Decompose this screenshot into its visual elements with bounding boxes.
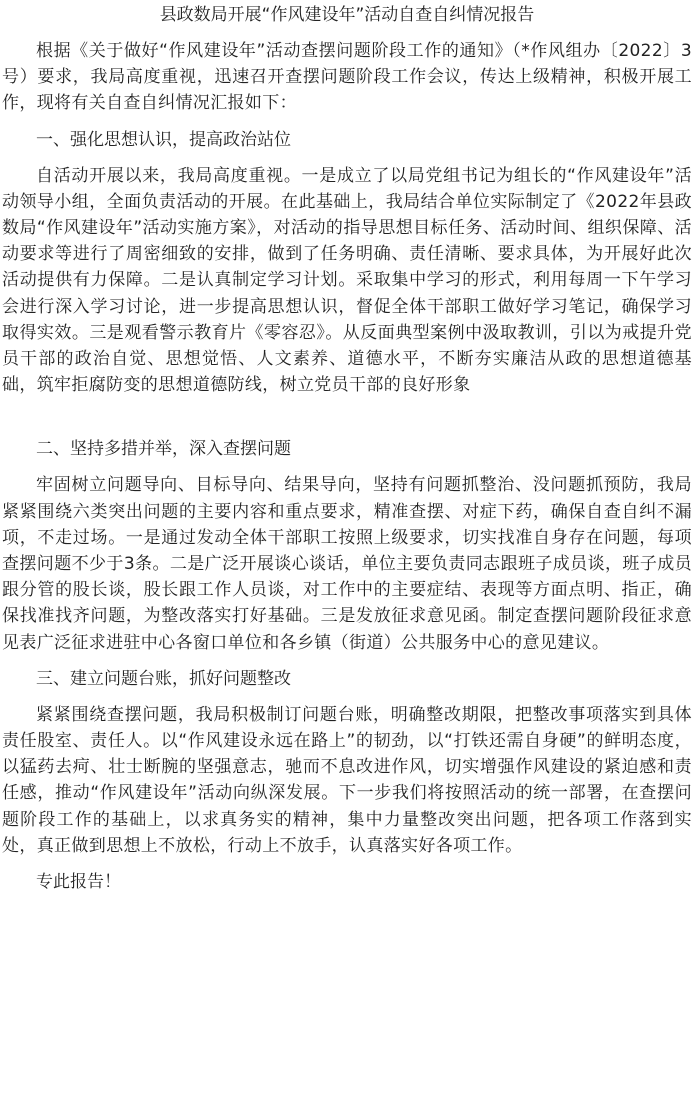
section-2-body: 牢固树立问题导向、目标导向、结果导向，坚持有问题抓整治、没问题抓预防，我局紧紧围绕六类突出问题的主要内容和重点要求，精准查摆、对症下药，确保自查自纠不漏项，不走过场。一是通过发动全体干部职工按照上级要求，切实找准自身存在问题，每项查摆问题不少于3条。二是广泛开展谈心谈话，单位主要负责同志跟班子成员谈，班子成员跟分管的股长谈，股长跟工作人员谈，对工作中的主要症结、表现等方面点明、指正，确保找准找齐问题，为整改落实打好基础。三是发放征求意见函。制定查摆问题阶段征求意见表广泛征求进驻中心各窗口单位和各乡镇（街道）公共服务中心的意见建议。 (2, 475, 692, 653)
section-2-heading: 二、坚持多措并举，深入查摆问题 (36, 439, 291, 460)
section-1-heading: 一、强化思想认识，提高政治站位 (36, 129, 291, 150)
report-title: 县政数局开展“作风建设年”活动自查自纠情况报告 (159, 5, 535, 25)
section-3-heading: 三、建立问题台账，抓好问题整改 (36, 668, 291, 689)
section-3-body: 紧紧围绕查摆问题，我局积极制订问题台账，明确整改期限，把整改事项落实到具体责任股室、责任人。以“作风建设永远在路上”的韧劲，以“打铁还需自身硬”的鲜明态度，以猛药去疴、壮士断腕的坚强意志，驰而不息改进作风，切实增强作风建设的紧迫感和责任感，推动“作风建设年”活动向纵深发展。下一步我们将按照活动的统一部署，在查摆问题阶段工作的基础上，以求真务实的精神，集中力量整改突出问题，把各项工作落到实处，真正做到思想上不放松，行动上不放手，认真落实好各项工作。 (2, 704, 692, 856)
intro-paragraph: 根据《关于做好“作风建设年”活动查摆问题阶段工作的通知》（*作风组办〔2022〕3号）要求，我局高度重视，迅速召开查摆问题阶段工作会议，传达上级精神，积极开展工作，现将有关自查自纠情况汇报如下： (2, 41, 692, 114)
closing-line: 专此报告！ (36, 872, 121, 893)
section-spacer (2, 408, 692, 436)
section-1-body: 自活动开展以来，我局高度重视。一是成立了以局党组书记为组长的“作风建设年”活动领导小组，全面负责活动的开展。在此基础上，我局结合单位实际制定了《2022年县政数局“作风建设年”活动实施方案》，对活动的指导思想目标任务、活动时间、组织保障、活动要求等进行了周密细致的安排，做到了任务明确、责任清晰、要求具体，为开展好此次活动提供有力保障。二是认真制定学习计划。采取集中学习的形式，利用每周一下午学习会进行深入学习讨论，进一步提高思想认识，督促全体干部职工做好学习笔记，确保学习取得实效。三是观看警示教育片《零容忍》。从反面典型案例中汲取教训，引以为戒提升党员干部的政治自觉、思想觉悟、人文素养、道德水平，不断夯实廉洁从政的思想道德基础，筑牢拒腐防变的思想道德防线，树立党员干部的良好形象 (2, 165, 692, 396)
